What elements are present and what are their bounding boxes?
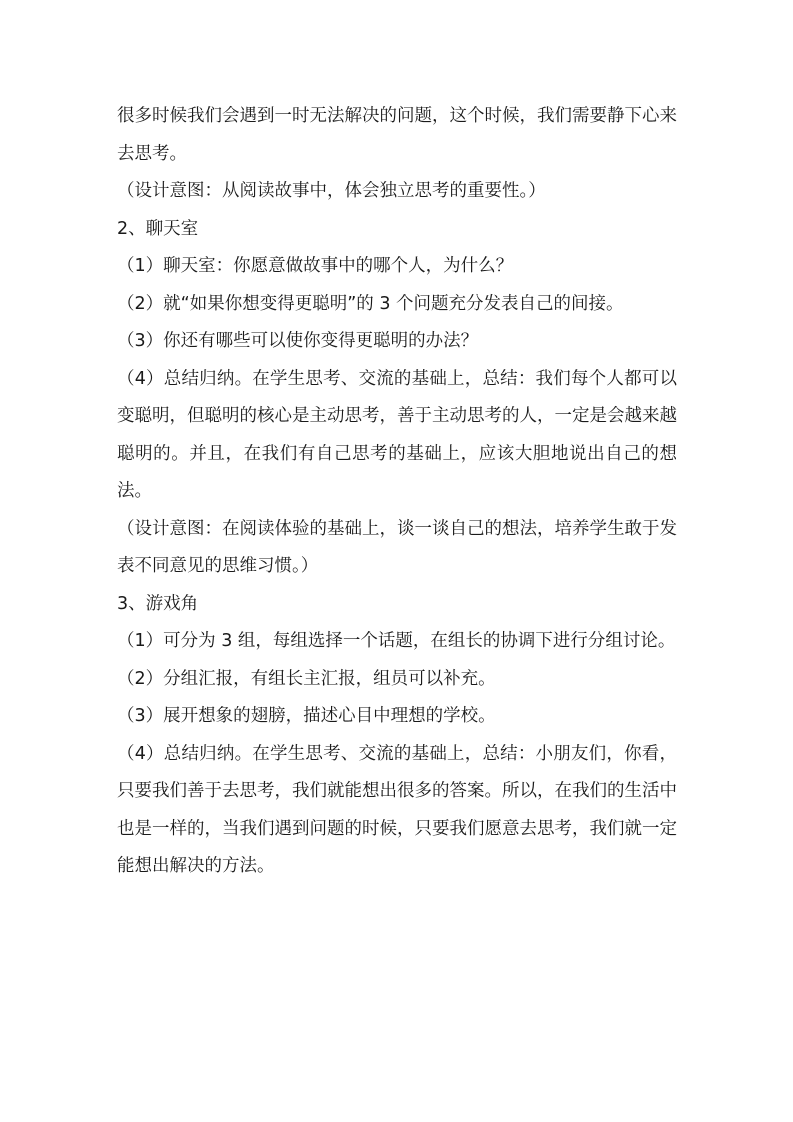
paragraph-design-intent-2: （设计意图：在阅读体验的基础上，谈一谈自己的想法，培养学生敢于发表不同意见的思维习惯。） <box>117 518 677 576</box>
chatroom-item-2: （2）就“如果你想变得更聪明”的 3 个问题充分发表自己的间接。 <box>117 293 624 314</box>
chatroom-item-4: （4）总结归纳。在学生思考、交流的基础上，总结：我们每个人都可以变聪明，但聪明的核心是主动思考，善于主动思考的人，一定是会越来越聪明的。并且，在我们有自己思考的基础上，应该大胆地说出自己的想法。 <box>117 368 677 501</box>
game-item-2: （2）分组汇报，有组长主汇报，组员可以补充。 <box>117 668 496 689</box>
paragraph-intro: 很多时候我们会遇到一时无法解决的问题，这个时候，我们需要静下心来去思考。 <box>117 106 677 164</box>
section-heading-chatroom: 2、聊天室 <box>117 218 199 239</box>
paragraph-design-intent-1: （设计意图：从阅读故事中，体会独立思考的重要性。） <box>117 181 546 201</box>
game-item-1: （1）可分为 3 组，每组选择一个话题，在组长的协调下进行分组讨论。 <box>117 631 676 651</box>
game-item-4: （4）总结归纳。在学生思考、交流的基础上，总结：小朋友们，你看，只要我们善于去思考，我们就能想出很多的答案。所以，在我们的生活中也是一样的，当我们遇到问题的时候，只要我们愿意去思考，我们就一定能想出解决的方法。 <box>117 743 677 876</box>
chatroom-item-1: （1）聊天室：你愿意做故事中的哪个人，为什么？ <box>117 256 514 276</box>
chatroom-item-3: （3）你还有哪些可以使你变得更聪明的办法？ <box>117 331 479 351</box>
section-heading-game-corner: 3、游戏角 <box>117 593 199 614</box>
document-body <box>117 98 677 886</box>
game-item-3: （3）展开想象的翅膀，描述心目中理想的学校。 <box>117 706 496 726</box>
